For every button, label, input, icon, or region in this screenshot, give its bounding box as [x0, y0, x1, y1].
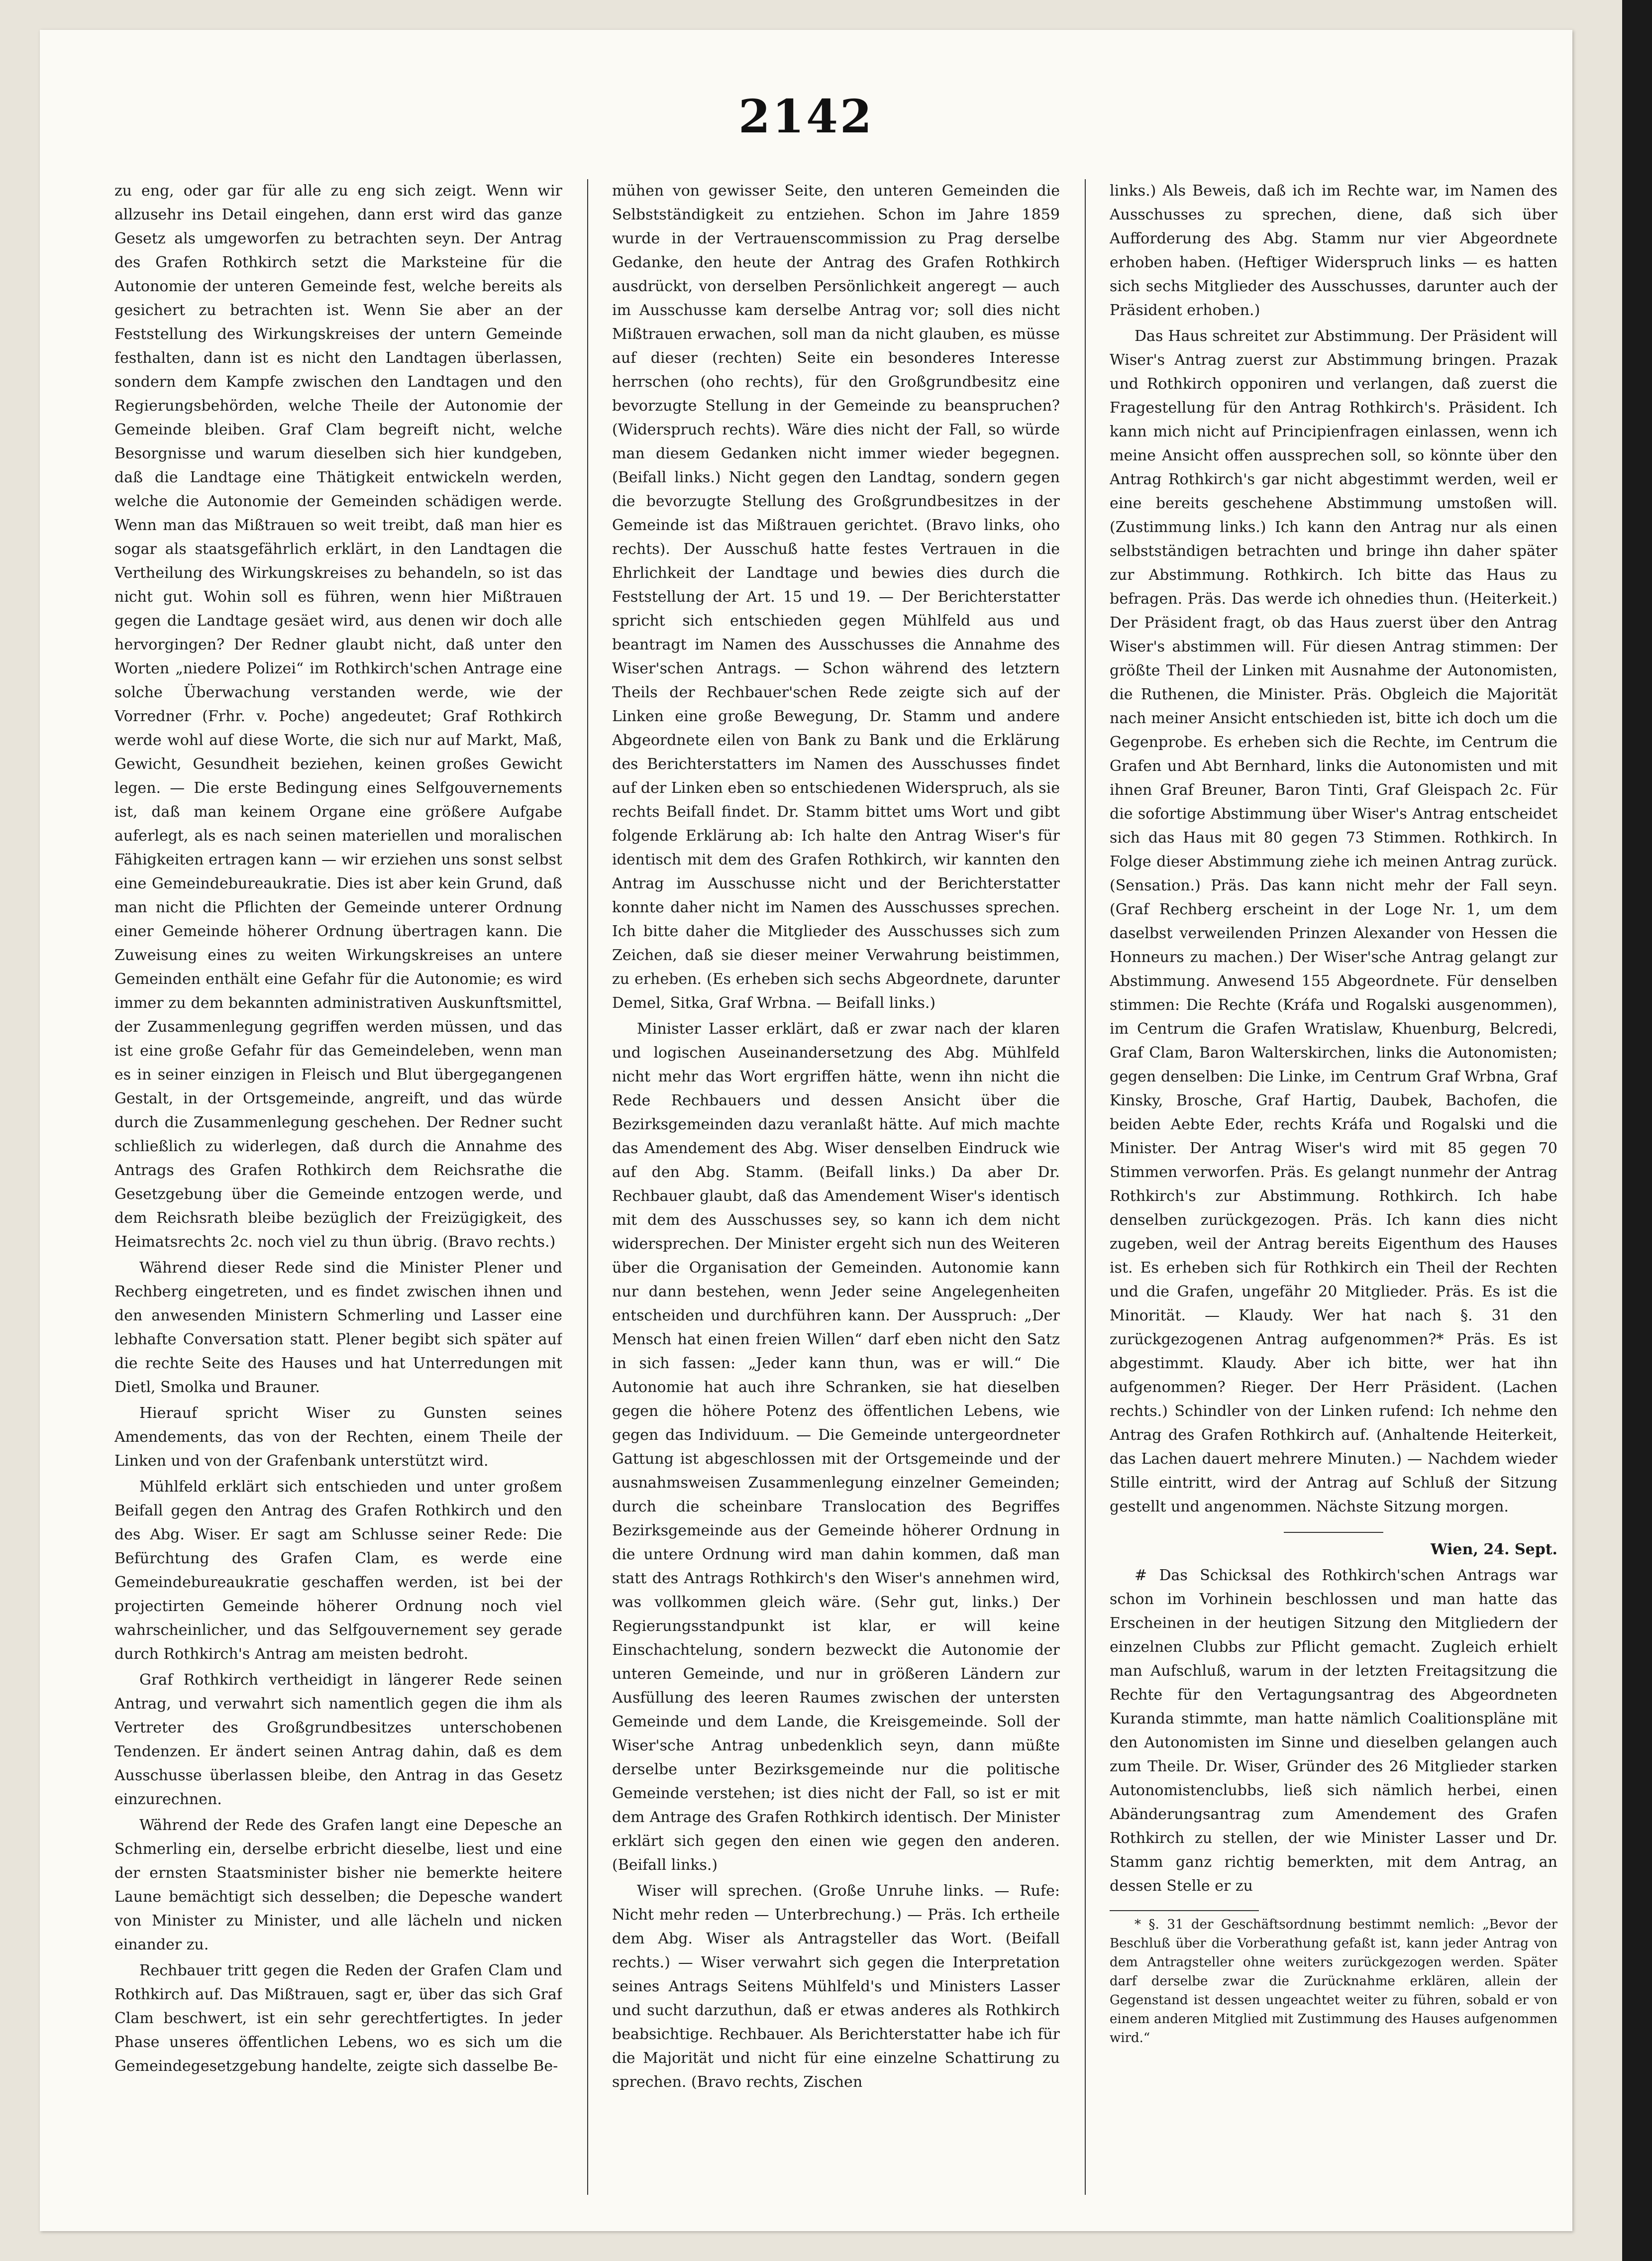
- footnote: * §. 31 der Geschäftsordnung bestimmt nemlich: „Bevor der Beschluß über die Vorberathung gefaßt ist, kann jeder Antrag von dem Antragsteller ohne weiters zurückgezogen werden. Später darf derselbe zwar die Zurücknahme erklären, allein der Gegenstand ist dessen ungeachtet weiter zu führen, sobald er von einem anderen Mitglied mit Zustimmung des Hauses aufgenommen wird.“: [1110, 1917, 1557, 2046]
- paragraph: Während der Rede des Grafen langt eine Depesche an Schmerling ein, derselbe erbricht dieselbe, liest und eine der ernsten Staatsminister bisher nie bemerkte heitere Laune bemächtigt sich desselben; die Depesche wandert von Minister zu Minister, und alle lächeln und nicken einander zu.: [114, 1817, 562, 1953]
- dateline: Wien, 24. Sept.: [1430, 1541, 1557, 1558]
- column-rule: [1085, 179, 1086, 2195]
- column-1: [114, 179, 562, 2195]
- paragraph: Während dieser Rede sind die Minister Plener und Rechberg eingetreten, und es findet zwischen ihnen und den anwesenden Ministern Schmerling und Lasser eine lebhafte Conversation statt. Plener begibt sich später auf die rechte Seite des Hauses und hat Unterredungen mit Dietl, Smolka und Brauner.: [114, 1259, 562, 1396]
- paragraph: Minister Lasser erklärt, daß er zwar nach der klaren und logischen Auseinandersetzung des Abg. Mühlfeld nicht mehr das Wort ergriffen hätte, wenn ihn nicht die Rede Rechbauers und dessen Ansicht über die Bezirksgemeinden dazu veranlaßt hätte. Auf mich machte das Amendement des Abg. Wiser denselben Eindruck wie auf den Abg. Stamm. (Beifall links.) Da aber Dr. Rechbauer glaubt, daß das Amendement Wiser's identisch mit dem des Ausschusses sey, so kann ich dem nicht widersprechen. Der Minister ergeht sich nun des Weiteren über die Organisation der Gemeinden. Autonomie kann nur dann bestehen, wenn Jeder seine Angelegenheiten entscheiden und durchführen kann. Der Ausspruch: „Der Mensch hat einen freien Willen“ darf eben nicht den Satz in sich fassen: „Jeder kann thun, was er will.“ Die Autonomie hat auch ihre Schranken, sie hat dieselben gegen die höhere Potenz des öffentlichen Lebens, wie gegen das Individuum. — Die Gemeinde untergeordneter Gattung ist abgeschlossen mit der Ortsgemeinde und der ausnahmsweisen Zusammenlegung einzelner Gemeinden; durch die scheinbare Translocation des Begriffes Bezirksgemeinde aus der Gemeinde höherer Ordnung in die untere Ordnung wird man dahin kommen, daß man statt des Antrags Rothkirch's den Wiser's annehmen wird, was vollkommen gleich wäre. (Sehr gut, links.) Der Regierungsstandpunkt ist klar, er will keine Einschachtelung, sondern bezweckt die Autonomie der unteren Gemeinde, und nur in größeren Ländern zur Ausfüllung des leeren Raumes zwischen der untersten Gemeinde und dem Lande, die Kreisgemeinde. Soll der Wiser'sche Antrag unbedenklich seyn, dann müßte derselbe unter Bezirksgemeinde nur die politische Gemeinde verstehen; ist dies nicht der Fall, so ist er mit dem Antrage des Grafen Rothkirch identisch. Der Minister erklärt sich gegen den einen wie gegen den anderen. (Beifall links.): [612, 1020, 1060, 1874]
- paragraph: Mühlfeld erklärt sich entschieden und unter großem Beifall gegen den Antrag des Grafen Rothkirch und den des Abg. Wiser. Er sagt am Schlusse seiner Rede: Die Befürchtung des Grafen Clam, es werde eine Gemeindebureaukratie geschaffen werden, ist bei der projectirten Gemeinde höherer Ordnung noch viel wahrscheinlicher, und das Selfgouvernement sey gerade durch Rothkirch's Antrag am meisten bedroht.: [114, 1478, 562, 1663]
- paragraph: zu eng, oder gar für alle zu eng sich zeigt. Wenn wir allzusehr ins Detail eingehen, dann erst wird das ganze Gesetz als umgeworfen zu betrachten seyn. Der Antrag des Grafen Rothkirch setzt die Marksteine für die Autonomie der unteren Gemeinde fest, welche bereits als gesichert zu betrachten ist. Wenn Sie aber an der Feststellung des Wirkungskreises der untern Gemeinde festhalten, dann ist es nicht den Landtagen überlassen, sondern dem Kampfe zwischen den Landtagen und den Regierungsbehörden, welche Theile der Autonomie der Gemeinde bleiben. Graf Clam begreift nicht, welche Besorgnisse und warum dieselben sich hier kundgeben, daß die Landtage eine Thätigkeit entwickeln werden, welche die Autonomie der Gemeinden schädigen werde. Wenn man das Mißtrauen so weit treibt, daß man hier es sogar als staatsgefährlich erklärt, in den Landtagen die Vertheilung des Wirkungskreises zu behandeln, so ist das nicht gut. Wohin soll es führen, wenn hier Mißtrauen gegen die Landtage gesäet wird, aus denen wir doch alle hervorgingen? Der Redner glaubt nicht, daß unter den Worten „niedere Polizei“ im Rothkirch'schen Antrage eine solche Überwachung verstanden werde, wie der Vorredner (Frhr. v. Poche) angedeutet; Graf Rothkirch werde wohl auf diese Worte, die sich nur auf Markt, Maß, Gewicht, Gesundheit beziehen, keinen großes Gewicht legen. — Die erste Bedingung eines Selfgouvernements ist, daß man keinem Organe eine größere Aufgabe auferlegt, als es nach seinen materiellen und moralischen Fähigkeiten ertragen kann — wir erziehen uns sonst selbst eine Gemeindebureaukratie. Dies ist aber kein Grund, daß man nicht die Pflichten der Gemeinde unterer Ordnung einer Gemeinde höherer Ordnung übertragen kann. Die Zuweisung eines zu weiten Wirkungskreises an untere Gemeinden enthält eine Gefahr für die Autonomie; es wird immer zu dem bekannten administrativen Auskunftsmittel, der Zusammenlegung gegriffen werden müssen, und das ist eine große Gefahr für das Gemeindeleben, wenn man es in seiner einzigen in Fleisch und Blut übergegangenen Gestalt, in der Ortsgemeinde, angreift, und das würde durch die Zusammenlegung geschehen. Der Redner sucht schließlich zu widerlegen, daß durch die Annahme des Antrags des Grafen Rothkirch dem Reichsrathe die Gesetzgebung über die Gemeinde entzogen werde, und dem Reichsrath bleibe bezüglich der Freizügigkeit, des Heimatsrechts 2c. noch viel zu thun übrig. (Bravo rechts.): [114, 182, 562, 1251]
- scan-edge: [1622, 0, 1652, 2261]
- paragraph: mühen von gewisser Seite, den unteren Gemeinden die Selbstständigkeit zu entziehen. Schon im Jahre 1859 wurde in der Vertrauenscommission zu Prag derselbe Gedanke, den heute der Antrag des Grafen Rothkirch ausdrückt, von derselben Persönlichkeit angeregt — auch im Ausschusse kam derselbe Antrag vor; soll dies nicht Mißtrauen erwachen, soll man da nicht glauben, es müsse auf dieser (rechten) Seite ein besonderes Interesse herrschen (oho rechts), für den Großgrundbesitz eine bevorzugte Stellung in der Gemeinde zu beanspruchen? (Widerspruch rechts). Wäre dies nicht der Fall, so würde man diesem Gedanken nicht immer wieder begegnen. (Beifall links.) Nicht gegen den Landtag, sondern gegen die bevorzugte Stellung des Großgrundbesitzes in der Gemeinde ist das Mißtrauen gerichtet. (Bravo links, oho rechts). Der Ausschuß hatte festes Vertrauen in die Ehrlichkeit der Landtage und bewies dies durch die Feststellung der Art. 15 und 19. — Der Berichterstatter spricht sich entschieden gegen Mühlfeld aus und beantragt im Namen des Ausschusses die Annahme des Wiser'schen Antrags. — Schon während des letztern Theils der Rechbauer'schen Rede zeigte sich auf der Linken eine große Bewegung, Dr. Stamm und andere Abgeordnete eilen von Bank zu Bank und die Erklärung des Berichterstatters im Namen des Ausschusses findet auf der Linken eben so entschiedenen Widerspruch, als sie rechts Beifall findet. Dr. Stamm bittet ums Wort und gibt folgende Erklärung ab: Ich halte den Antrag Wiser's für identisch mit dem des Grafen Rothkirch, wir kannten den Antrag im Ausschusse nicht und der Berichterstatter konnte daher nicht im Namen des Ausschusses sprechen. Ich bitte daher die Mitglieder des Ausschusses sich zum Zeichen, daß sie dieser meiner Verwahrung beistimmen, zu erheben. (Es erheben sich sechs Abgeordnete, darunter Demel, Sitka, Graf Wrbna. — Beifall links.): [612, 182, 1060, 1012]
- paragraph: links.) Als Beweis, daß ich im Rechte war, im Namen des Ausschusses zu sprechen, diene, daß sich über Aufforderung des Abg. Stamm nur vier Abgeordnete erhoben haben. (Heftiger Widerspruch links — es hatten sich sechs Mitglieder des Ausschusses, darunter auch der Präsident erhoben.): [1110, 182, 1557, 319]
- column-rule: [587, 179, 588, 2195]
- paragraph: Das Haus schreitet zur Abstimmung. Der Präsident will Wiser's Antrag zuerst zur Abstimmung bringen. Prazak und Rothkirch opponiren und verlangen, daß zuerst die Fragestellung für den Antrag Rothkirch's. Präsident. Ich kann mich nicht auf Principienfragen einlassen, wenn ich meine Ansicht offen aussprechen soll, so könnte über den Antrag Rothkirch's gar nicht abgestimmt werden, weil er eine bereits geschehene Abstimmung umstoßen will. (Zustimmung links.) Ich kann den Antrag nur als einen selbstständigen betrachten und bringe ihn daher später zur Abstimmung. Rothkirch. Ich bitte das Haus zu befragen. Präs. Das werde ich ohnedies thun. (Heiterkeit.) Der Präsident fragt, ob das Haus zuerst über den Antrag Wiser's abstimmen will. Für diesen Antrag stimmen: Der größte Theil der Linken mit Ausnahme der Autonomisten, die Ruthenen, die Minister. Präs. Obgleich die Majorität nach meiner Ansicht entschieden ist, bitte ich doch um die Gegenprobe. Es erheben sich die Rechte, im Centrum die Grafen und Abt Bernhard, links die Autonomisten und mit ihnen Graf Breuner, Baron Tinti, Graf Gleispach 2c. Für die sofortige Abstimmung über Wiser's Antrag entscheidet sich das Haus mit 80 gegen 73 Stimmen. Rothkirch. In Folge dieser Abstimmung ziehe ich meinen Antrag zurück. (Sensation.) Präs. Das kann nicht mehr der Fall seyn. (Graf Rechberg erscheint in der Loge Nr. 1, um dem daselbst verweilenden Prinzen Alexander von Hessen die Honneurs zu machen.) Der Wiser'sche Antrag gelangt zur Abstimmung. Anwesend 155 Abgeordnete. Für denselben stimmen: Die Rechte (Kráfa und Rogalski ausgenommen), im Centrum die Grafen Wratislaw, Khuenburg, Belcredi, Graf Clam, Baron Walterskirchen, links die Autonomisten; gegen denselben: Die Linke, im Centrum Graf Wrbna, Graf Kinsky, Brosche, Graf Hartig, Daubek, Bachofen, die beiden Aebte Eder, rechts Kráfa und Rogalski und die Minister. Der Antrag Wiser's wird mit 85 gegen 70 Stimmen verworfen. Präs. Es gelangt nunmehr der Antrag Rothkirch's zur Abstimmung. Rothkirch. Ich habe denselben zurückgezogen. Präs. Ich kann dies nicht zugeben, weil der Antrag bereits Eigenthum des Hauses ist. Es erheben sich für Rothkirch ein Theil der Rechten und die Grafen, ungefähr 20 Mitglieder. Präs. Es ist die Minorität. — Klaudy. Wer hat nach §. 31 den zurückgezogenen Antrag aufgenommen?* Präs. Es ist abgestimmt. Klaudy. Aber ich bitte, wer hat ihn aufgenommen? Rieger. Der Herr Präsident. (Lachen rechts.) Schindler von der Linken rufend: Ich nehme den Antrag des Grafen Rothkirch auf. (Anhaltende Heiterkeit, das Lachen dauert mehrere Minuten.) — Nachdem wieder Stille eintritt, wird der Antrag auf Schluß der Sitzung gestellt und angenommen. Nächste Sitzung morgen.: [1110, 327, 1557, 1515]
- page-number: 2142: [738, 90, 874, 143]
- paragraph: Wiser will sprechen. (Große Unruhe links. — Rufe: Nicht mehr reden — Unterbrechung.) — Präs. Ich ertheile dem Abg. Wiser als Antragsteller das Wort. (Beifall rechts.) — Wiser verwahrt sich gegen die Interpretation seines Antrags Seitens Mühlfeld's und Ministers Lasser und sucht darzuthun, daß er etwas anderes als Rothkirch beabsichtige. Rechbauer. Als Berichterstatter habe ich für die Majorität und nicht für eine einzelne Schattirung zu sprechen. (Bravo rechts, Zischen: [612, 1882, 1060, 2091]
- paragraph: Rechbauer tritt gegen die Reden der Grafen Clam und Rothkirch auf. Das Mißtrauen, sagt er, über das sich Graf Clam beschwert, ist ein sehr gerechtfertigtes. In jeder Phase unseres öffentlichen Lebens, wo es sich um die Gemeindegesetzgebung handelte, zeigte sich dasselbe Be-: [114, 1962, 562, 2075]
- paragraph: Graf Rothkirch vertheidigt in längerer Rede seinen Antrag, und verwahrt sich namentlich gegen die ihm als Vertreter des Großgrundbesitzes unterschobenen Tendenzen. Er ändert seinen Antrag dahin, daß es dem Ausschusse überlassen bleibe, den Antrag in das Gesetz einzurechnen.: [114, 1671, 562, 1808]
- column-2: [612, 179, 1060, 2195]
- column-3: [1110, 179, 1557, 2195]
- paragraph: Hierauf spricht Wiser zu Gunsten seines Amendements, das von der Rechten, einem Theile der Linken und von der Grafenbank unterstützt wird.: [114, 1404, 562, 1470]
- article-paragraph: # Das Schicksal des Rothkirch'schen Antrags war schon im Vorhinein beschlossen und man hatte das Erscheinen in der heutigen Sitzung den Mitgliedern der einzelnen Clubbs zur Pflicht gemacht. Zugleich erhielt man Aufschluß, warum in der letzten Freitagsitzung die Rechte für den Vertagungsantrag des Abgeordneten Kuranda stimmte, man hatte nämlich Coalitionspläne mit den Autonomisten im Sinne und dieselben gelangen auch zum Theile. Dr. Wiser, Gründer des 26 Mitglieder starken Autonomistenclubbs, ließ sich nämlich herbei, einen Abänderungsantrag zum Amendement des Grafen Rothkirch zu stellen, der wie Minister Lasser und Dr. Stamm ganz richtig bemerkten, mit dem Antrag, an dessen Stelle er zu: [1110, 1567, 1557, 1895]
- footnote-rule: [1110, 1910, 1259, 1911]
- section-divider: [1284, 1532, 1383, 1533]
- newspaper-page: [40, 30, 1572, 2231]
